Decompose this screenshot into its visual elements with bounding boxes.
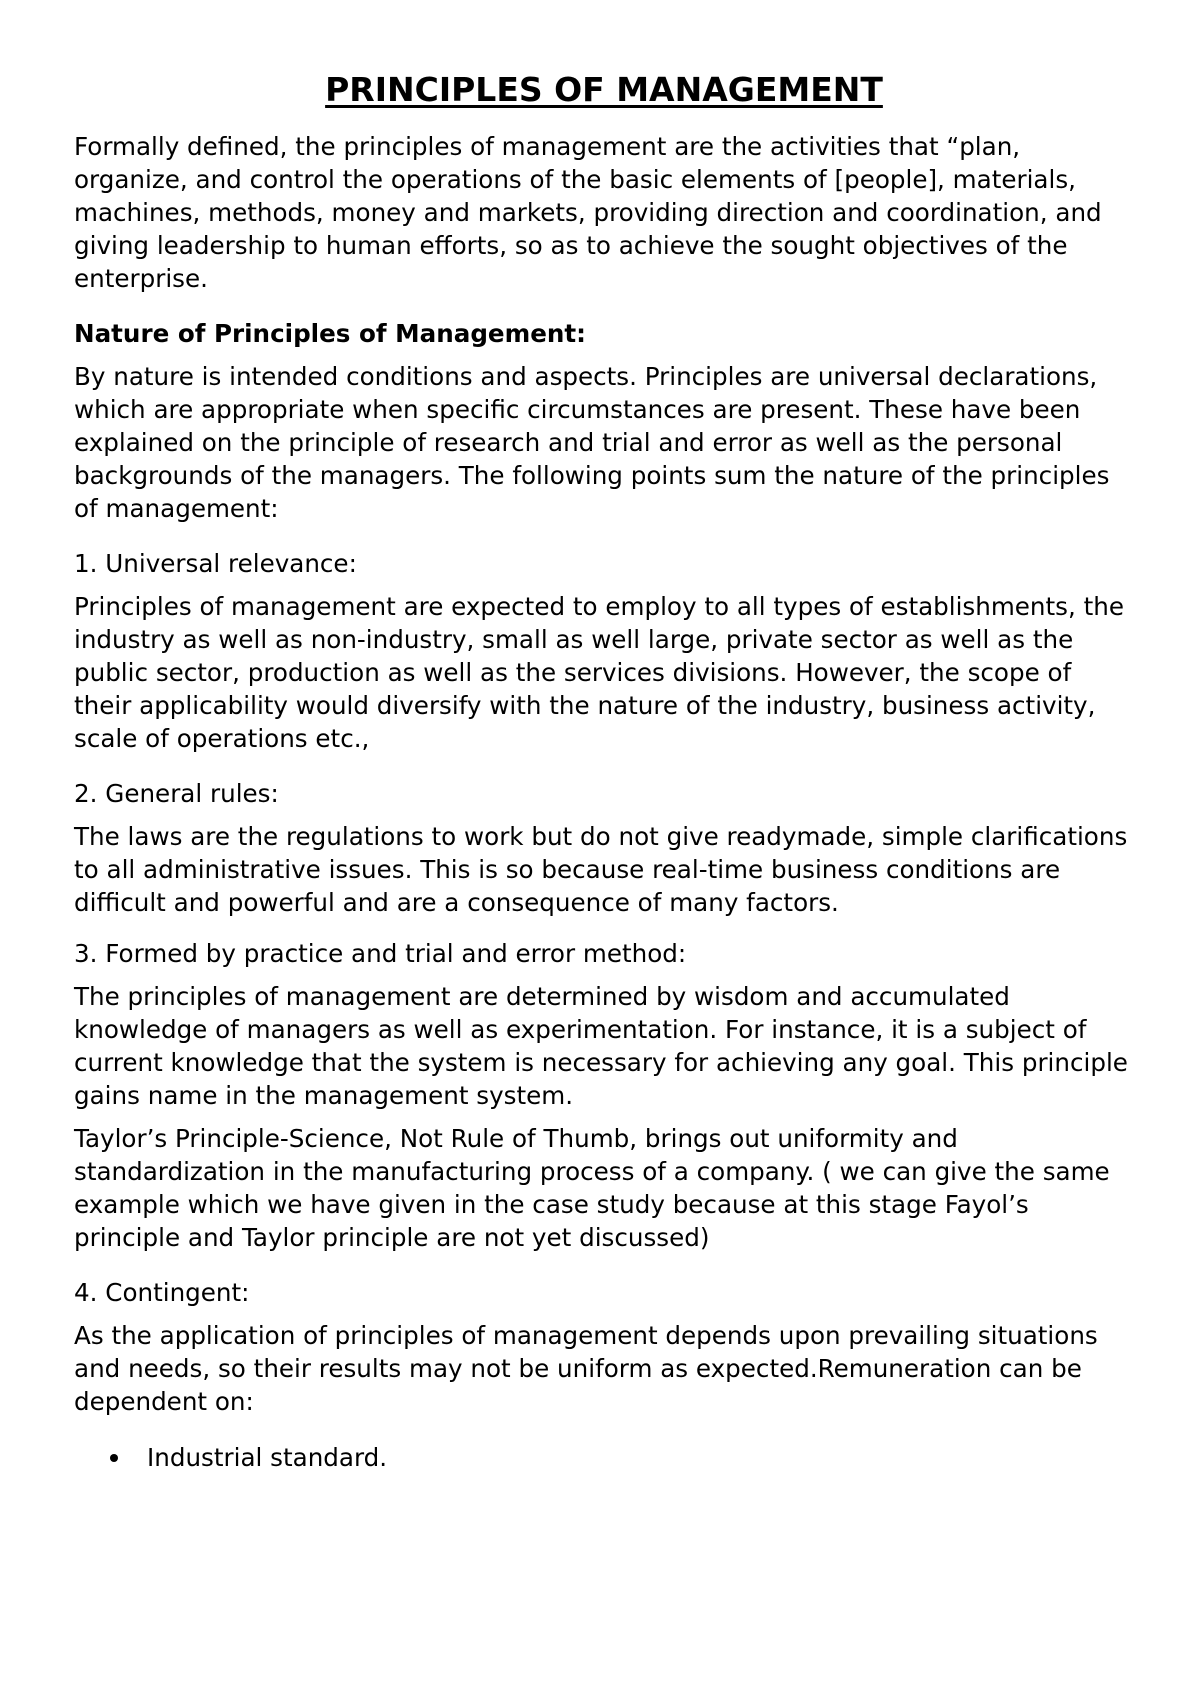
point-3-paragraph-2: Taylor’s Principle-Science, Not Rule of Thumb, brings out uniformity and standardization in the manufacturing process of a company. ( we can give the same example which we have given in the case study because at this stage Fayol’s principle and Taylor principle are not yet discussed) <box>74 1124 1110 1252</box>
bullet-icon <box>110 1454 118 1462</box>
document-page <box>74 70 1134 1474</box>
point-1-heading: 1. Universal relevance: <box>74 549 357 578</box>
intro-paragraph: Formally defined, the principles of management are the activities that “plan, organize, and control the operations of the basic elements of [people], materials, machines, methods, money and markets, providing direction and coordination, and giving leadership to human efforts, so as to achieve the sought objectives of the enterprise. <box>74 132 1102 293</box>
bullet-text: Industrial standard. <box>147 1443 388 1472</box>
point-2-heading: 2. General rules: <box>74 779 279 808</box>
document-title: PRINCIPLES OF MANAGEMENT <box>325 70 883 109</box>
point-3-heading: 3. Formed by practice and trial and error method: <box>74 939 687 968</box>
point-1-paragraph: Principles of management are expected to employ to all types of establishments, the industry as well as non-industry, small as well large, private sector as well as the public sector, production as well as the services divisions. However, the scope of their applicability would diversify with the nature of the industry, business activity, scale of operations etc., <box>74 592 1124 753</box>
point-4-paragraph: As the application of principles of management depends upon prevailing situations and needs, so their results may not be uniform as expected.Remuneration can be dependent on: <box>74 1321 1098 1416</box>
bullet-list <box>74 1441 1134 1474</box>
nature-paragraph: By nature is intended conditions and aspects. Principles are universal declarations, which are appropriate when specific circumstances are present. These have been explained on the principle of research and trial and error as well as the personal backgrounds of the managers. The following points sum the nature of the principles of management: <box>74 362 1110 523</box>
point-2-paragraph: The laws are the regulations to work but do not give readymade, simple clarifications to all administrative issues. This is so because real-time business conditions are difficult and powerful and are a consequence of many factors. <box>74 822 1128 917</box>
nature-heading: Nature of Principles of Management: <box>74 319 587 348</box>
point-4-heading: 4. Contingent: <box>74 1278 250 1307</box>
bullet-item <box>74 1441 1134 1474</box>
point-3-paragraph: The principles of management are determined by wisdom and accumulated knowledge of managers as well as experimentation. For instance, it is a subject of current knowledge that the system is necessary for achieving any goal. This principle gains name in the management system. <box>74 982 1128 1110</box>
